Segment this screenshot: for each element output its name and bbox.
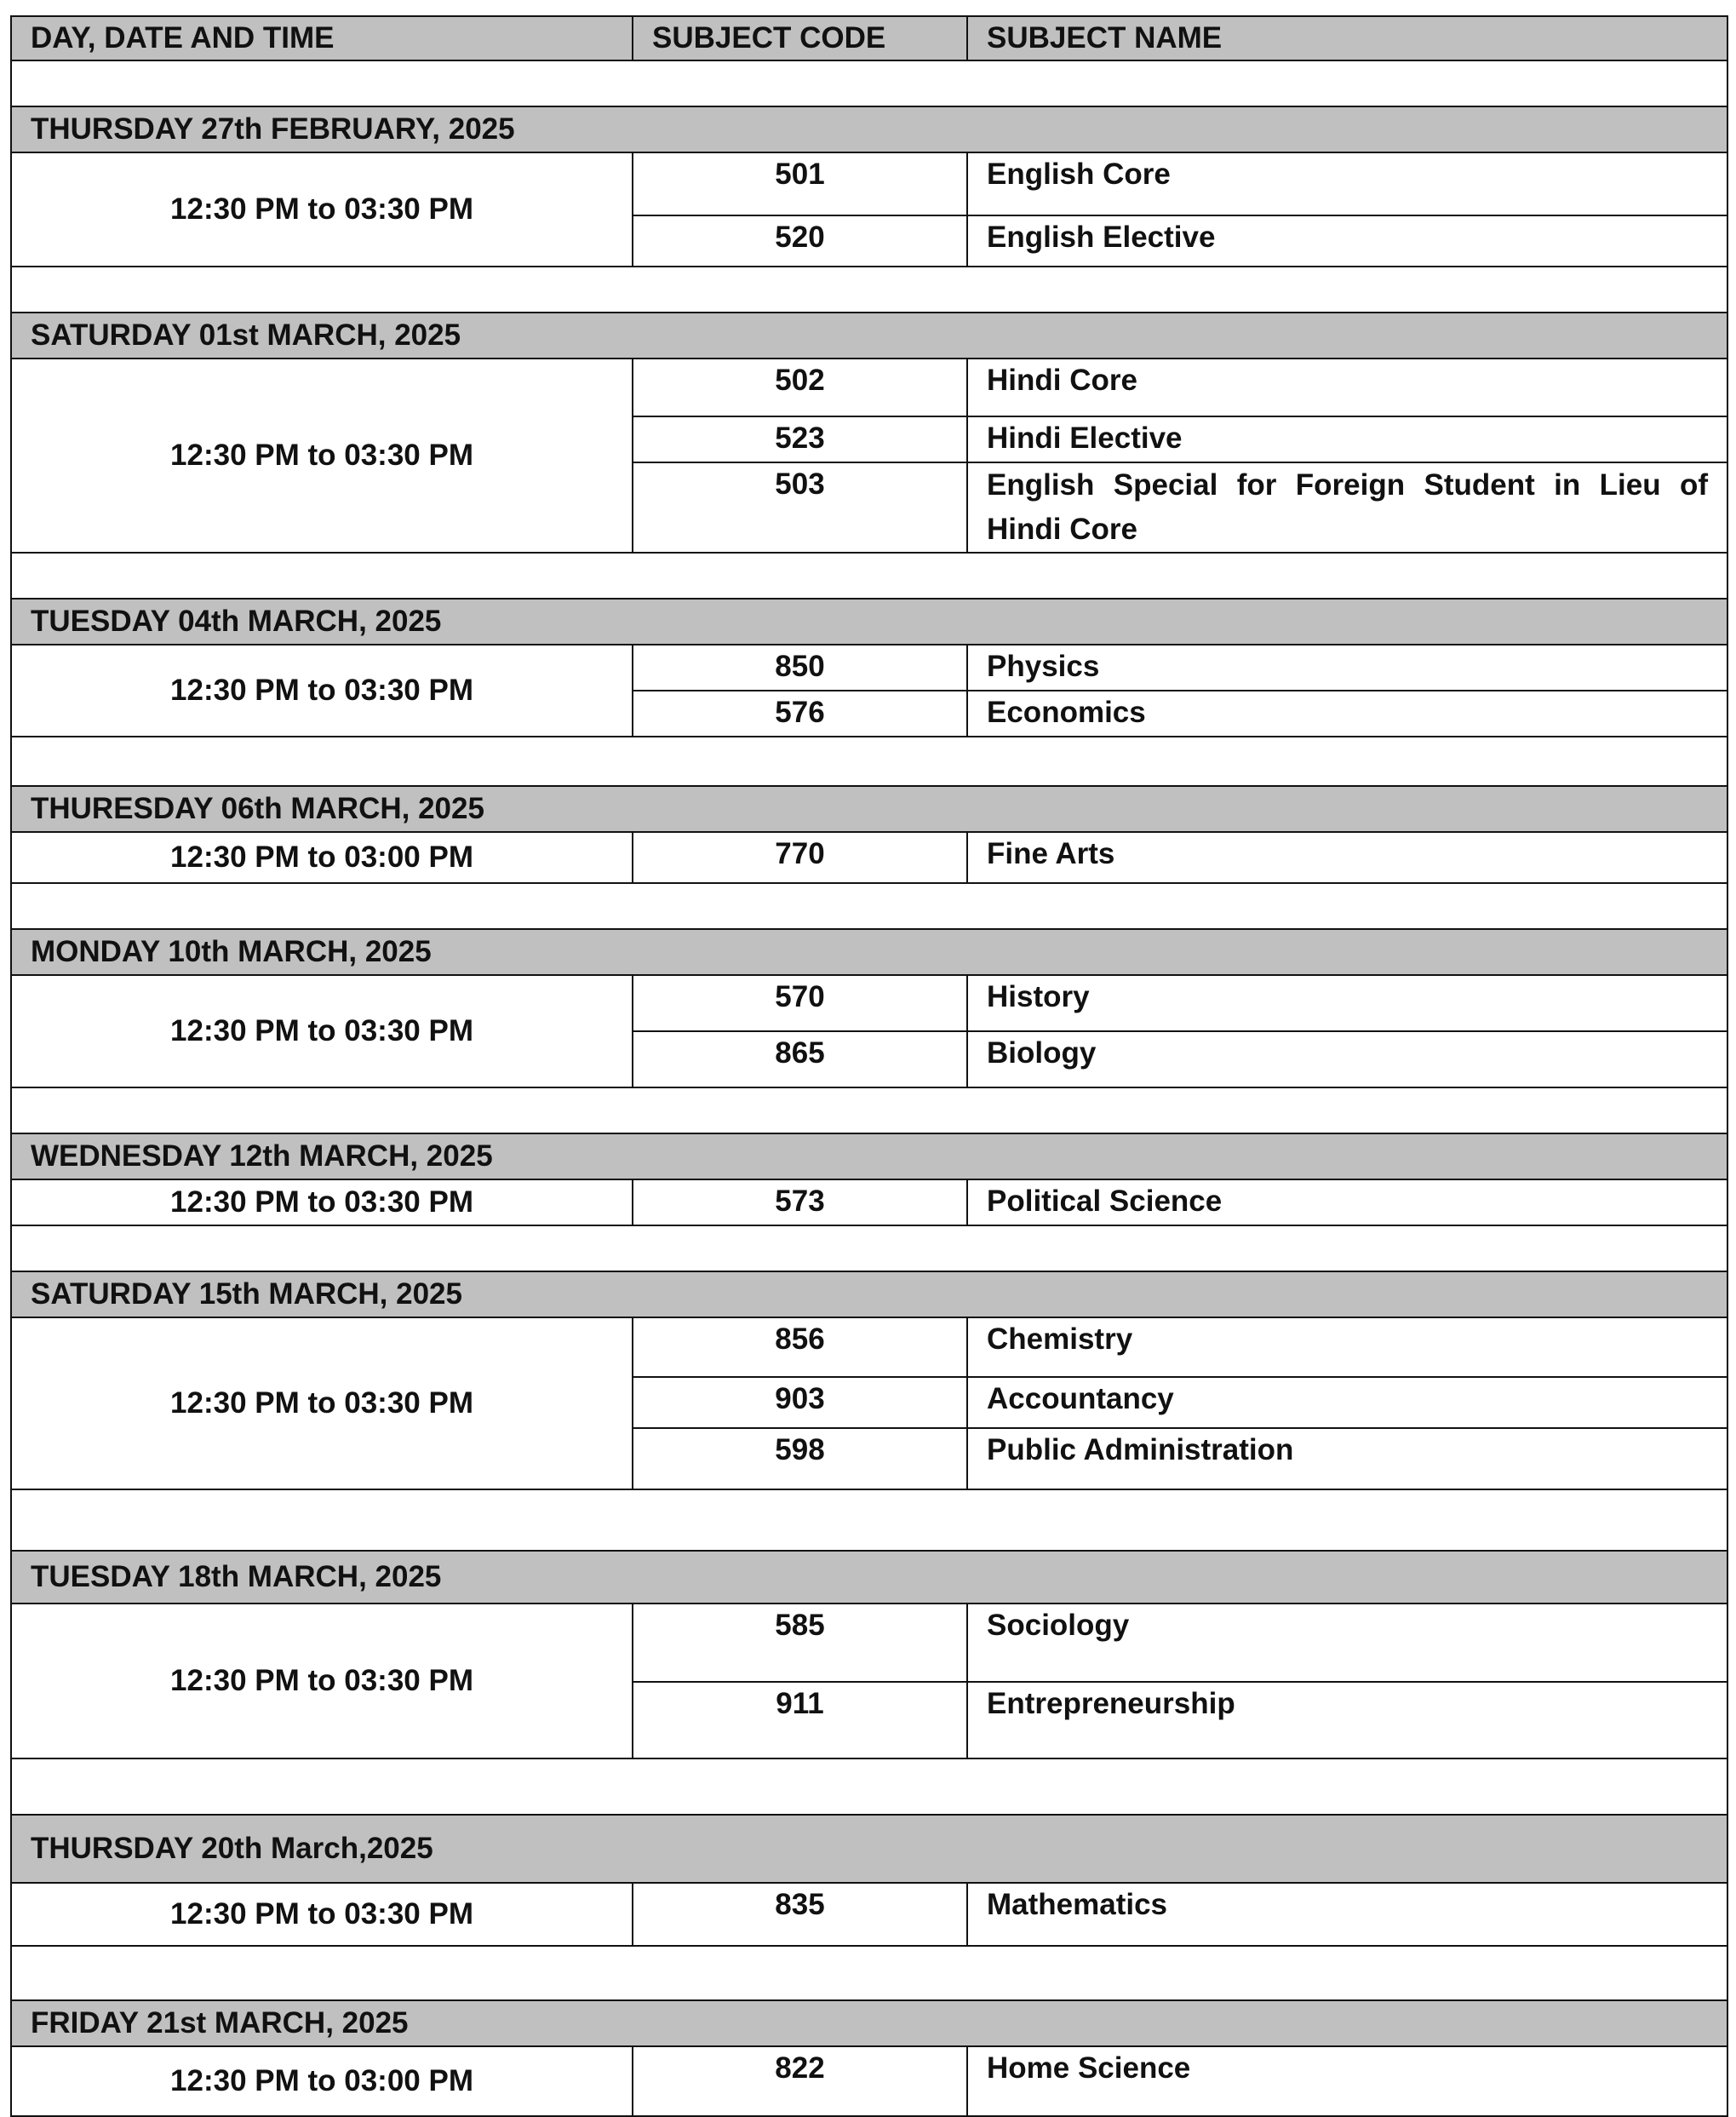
subject-name: Physics xyxy=(967,645,1727,691)
subject-code: 523 xyxy=(633,416,967,462)
spacer-cell xyxy=(11,1489,1727,1551)
spacer-cell xyxy=(11,1758,1727,1815)
date-row xyxy=(11,1133,1727,1179)
exam-time: 12:30 PM to 03:30 PM xyxy=(11,152,633,267)
date-row xyxy=(11,599,1727,645)
subject-code: 503 xyxy=(633,462,967,553)
subject-row xyxy=(11,1179,1727,1225)
subject-name: Hindi Elective xyxy=(967,416,1727,462)
subject-name: Sociology xyxy=(967,1604,1727,1682)
exam-time: 12:30 PM to 03:00 PM xyxy=(11,832,633,883)
header-subject-code: SUBJECT CODE xyxy=(633,16,967,60)
subject-row xyxy=(11,1317,1727,1377)
subject-code: 501 xyxy=(633,152,967,215)
spacer-row xyxy=(11,1489,1727,1551)
exam-time: 12:30 PM to 03:00 PM xyxy=(11,2046,633,2116)
exam-date: MONDAY 10th MARCH, 2025 xyxy=(11,929,1727,975)
exam-date: FRIDAY 21st MARCH, 2025 xyxy=(11,2000,1727,2046)
subject-name: Accountancy xyxy=(967,1377,1727,1428)
exam-time: 12:30 PM to 03:30 PM xyxy=(11,1604,633,1758)
exam-date: THURESDAY 06th MARCH, 2025 xyxy=(11,786,1727,832)
spacer-row xyxy=(11,60,1727,106)
exam-schedule-table xyxy=(10,15,1728,2117)
subject-code: 573 xyxy=(633,1179,967,1225)
subject-code: 911 xyxy=(633,1682,967,1758)
subject-row xyxy=(11,1883,1727,1946)
spacer-cell xyxy=(11,737,1727,786)
subject-name: English Special for Foreign Student in Lieu of Hindi Core xyxy=(967,462,1727,553)
date-row xyxy=(11,313,1727,359)
spacer-cell xyxy=(11,267,1727,313)
subject-name: History xyxy=(967,975,1727,1031)
subject-row xyxy=(11,359,1727,416)
subject-code: 903 xyxy=(633,1377,967,1428)
subject-code: 850 xyxy=(633,645,967,691)
subject-code: 520 xyxy=(633,215,967,267)
exam-time: 12:30 PM to 03:30 PM xyxy=(11,645,633,737)
spacer-row xyxy=(11,883,1727,929)
subject-name: English Core xyxy=(967,152,1727,215)
subject-code: 598 xyxy=(633,1428,967,1489)
exam-date: SATURDAY 01st MARCH, 2025 xyxy=(11,313,1727,359)
spacer-row xyxy=(11,1087,1727,1133)
date-row xyxy=(11,929,1727,975)
spacer-cell xyxy=(11,553,1727,599)
subject-code: 502 xyxy=(633,359,967,416)
subject-code: 576 xyxy=(633,691,967,737)
table-header-row xyxy=(11,16,1727,60)
date-row xyxy=(11,2000,1727,2046)
spacer-row xyxy=(11,1758,1727,1815)
subject-name: Chemistry xyxy=(967,1317,1727,1377)
subject-name: Biology xyxy=(967,1031,1727,1087)
spacer-cell xyxy=(11,60,1727,106)
subject-row xyxy=(11,2046,1727,2116)
exam-time: 12:30 PM to 03:30 PM xyxy=(11,975,633,1087)
subject-name: Entrepreneurship xyxy=(967,1682,1727,1758)
date-row xyxy=(11,1551,1727,1604)
subject-name: Political Science xyxy=(967,1179,1727,1225)
subject-name: English Elective xyxy=(967,215,1727,267)
spacer-row xyxy=(11,553,1727,599)
exam-time: 12:30 PM to 03:30 PM xyxy=(11,1317,633,1489)
subject-code: 856 xyxy=(633,1317,967,1377)
subject-name: Hindi Core xyxy=(967,359,1727,416)
exam-time: 12:30 PM to 03:30 PM xyxy=(11,359,633,553)
spacer-row xyxy=(11,1225,1727,1271)
subject-row xyxy=(11,645,1727,691)
subject-name: Public Administration xyxy=(967,1428,1727,1489)
spacer-row xyxy=(11,1946,1727,2000)
spacer-cell xyxy=(11,1225,1727,1271)
exam-date: THURSDAY 20th March,2025 xyxy=(11,1815,1727,1883)
exam-date: THURSDAY 27th FEBRUARY, 2025 xyxy=(11,106,1727,152)
exam-date: TUESDAY 18th MARCH, 2025 xyxy=(11,1551,1727,1604)
subject-code: 865 xyxy=(633,1031,967,1087)
date-row xyxy=(11,1271,1727,1317)
subject-row xyxy=(11,1604,1727,1682)
subject-name: Mathematics xyxy=(967,1883,1727,1946)
date-row xyxy=(11,1815,1727,1883)
subject-code: 570 xyxy=(633,975,967,1031)
date-row xyxy=(11,106,1727,152)
exam-date: TUESDAY 04th MARCH, 2025 xyxy=(11,599,1727,645)
subject-code: 835 xyxy=(633,1883,967,1946)
exam-date: WEDNESDAY 12th MARCH, 2025 xyxy=(11,1133,1727,1179)
subject-code: 770 xyxy=(633,832,967,883)
subject-row xyxy=(11,975,1727,1031)
header-day-date-time: DAY, DATE AND TIME xyxy=(11,16,633,60)
exam-date: SATURDAY 15th MARCH, 2025 xyxy=(11,1271,1727,1317)
spacer-row xyxy=(11,267,1727,313)
spacer-row xyxy=(11,737,1727,786)
subject-name: Economics xyxy=(967,691,1727,737)
subject-row xyxy=(11,832,1727,883)
header-subject-name: SUBJECT NAME xyxy=(967,16,1727,60)
subject-code: 585 xyxy=(633,1604,967,1682)
subject-name: Home Science xyxy=(967,2046,1727,2116)
subject-row xyxy=(11,152,1727,215)
exam-time: 12:30 PM to 03:30 PM xyxy=(11,1883,633,1946)
exam-time: 12:30 PM to 03:30 PM xyxy=(11,1179,633,1225)
subject-code: 822 xyxy=(633,2046,967,2116)
spacer-cell xyxy=(11,883,1727,929)
date-row xyxy=(11,786,1727,832)
subject-name: Fine Arts xyxy=(967,832,1727,883)
exam-schedule-sheet xyxy=(10,15,1727,2117)
spacer-cell xyxy=(11,1946,1727,2000)
spacer-cell xyxy=(11,1087,1727,1133)
